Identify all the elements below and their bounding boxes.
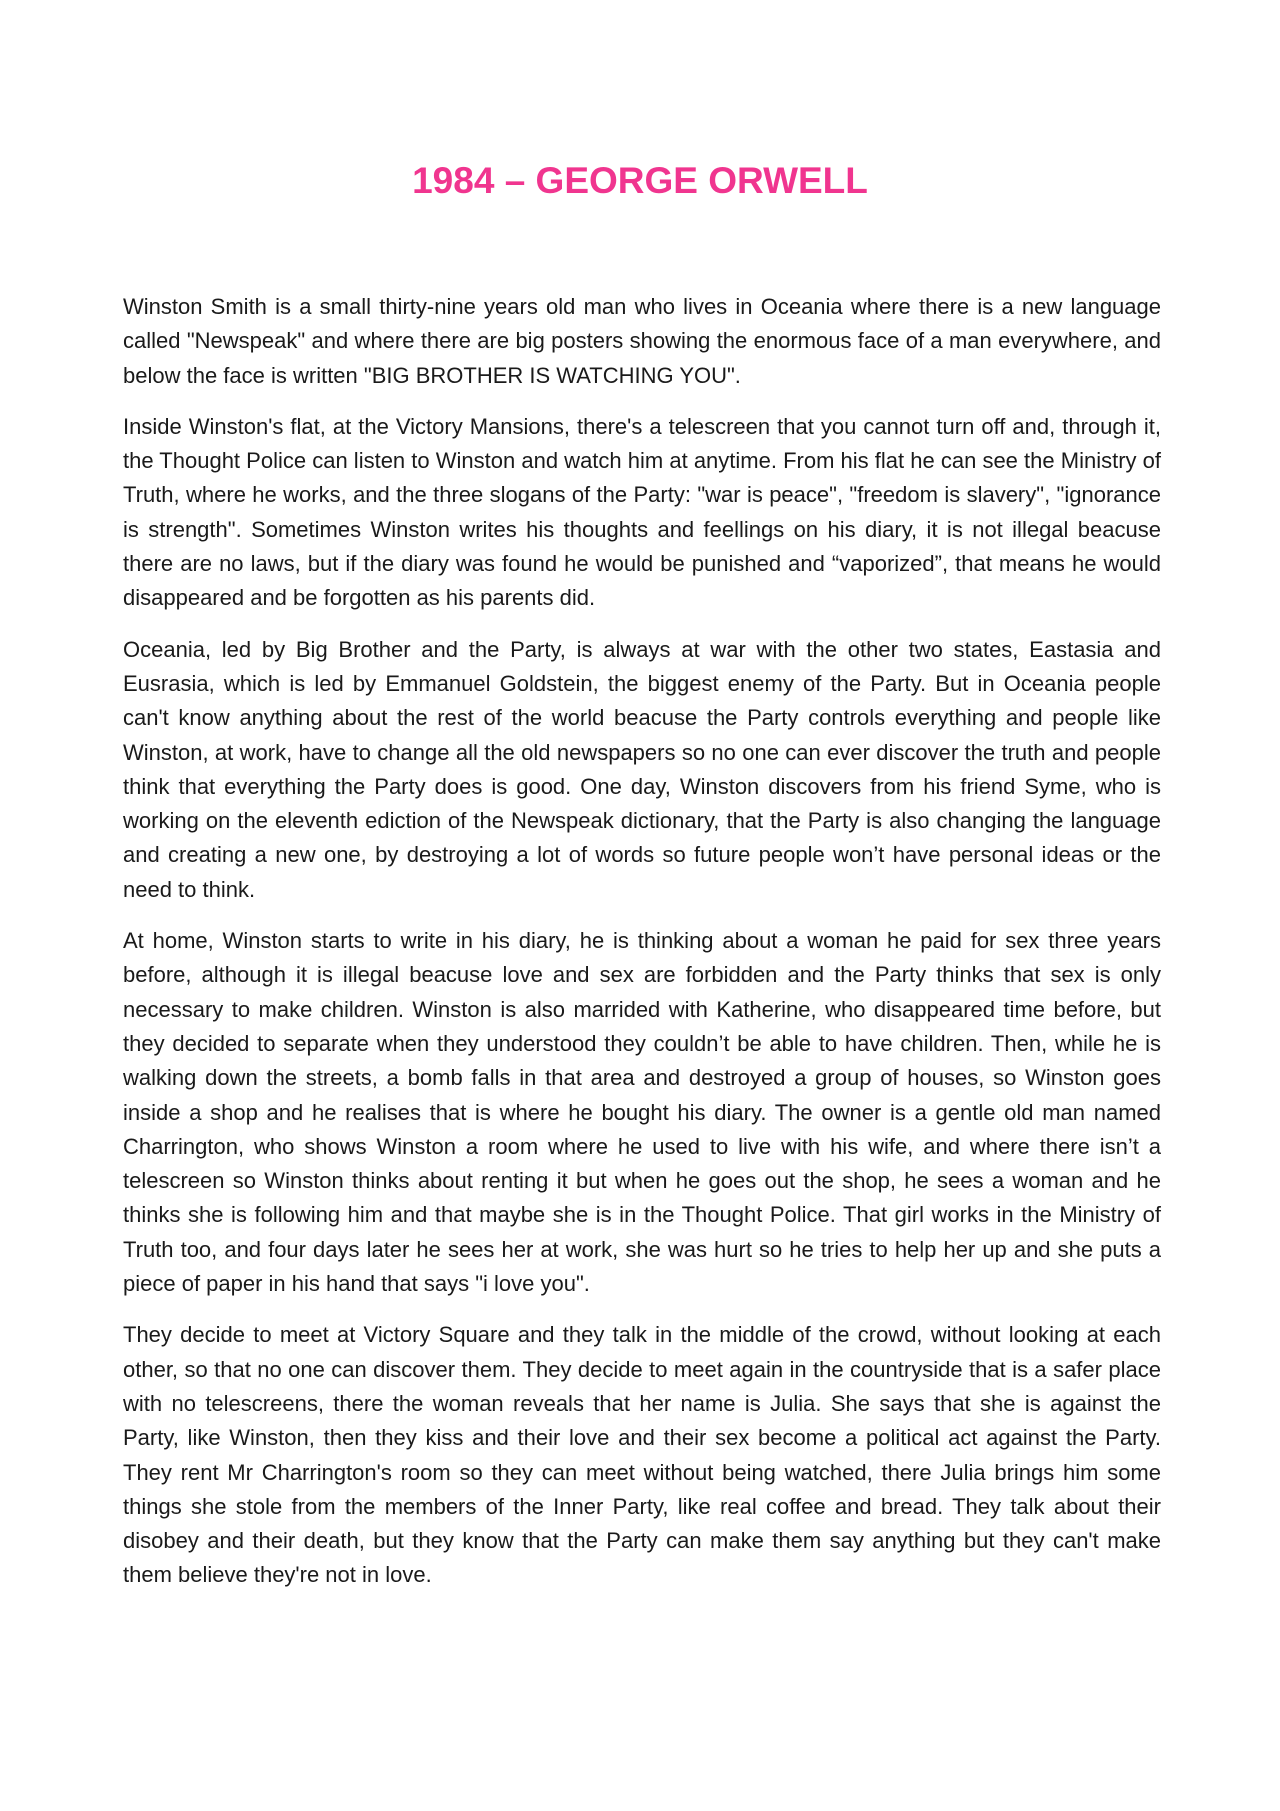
document-title: 1984 – GEORGE ORWELL: [412, 160, 868, 201]
document-body: [123, 290, 1161, 1610]
paragraph-3: Oceania, led by Big Brother and the Party, is always at war with the other two states, Eastasia and Eusrasia, which is led by Emmanuel Goldstein, the biggest enemy of the Party. But in Oceania people can't know anything about the rest of the world beacuse the Party controls everything and people like Winston, at work, have to change all the old newspapers so no one can ever discover the truth and people think that everything the Party does is good. One day, Winston discovers from his friend Syme, who is working on the eleventh ediction of the Newspeak dictionary, that the Party is also changing the language and creating a new one, by destroying a lot of words so future people won’t have personal ideas or the need to think.: [123, 636, 1161, 902]
paragraph-4: At home, Winston starts to write in his diary, he is thinking about a woman he paid for sex three years before, although it is illegal beacuse love and sex are forbidden and the Party thinks that sex is only necessary to make children. Winston is also marrided with Katherine, who disappeared time before, but they decided to separate when they understood they couldn’t be able to have children. Then, while he is walking down the streets, a bomb falls in that area and destroyed a group of houses, so Winston goes inside a shop and he realises that is where he bought his diary. The owner is a gentle old man named Charrington, who shows Winston a room where he used to live with his wife, and where there isn’t a telescreen so Winston thinks about renting it but when he goes out the shop, he sees a woman and he thinks she is following him and that maybe she is in the Thought Police. That girl works in the Ministry of Truth too, and four days later he sees her at work, she was hurt so he tries to help her up and she puts a piece of paper in his hand that says "i love you".: [123, 928, 1161, 1297]
paragraph-2: Inside Winston's flat, at the Victory Mansions, there's a telescreen that you cannot turn off and, through it, the Thought Police can listen to Winston and watch him at anytime. From his flat he can see the Ministry of Truth, where he works, and the three slogans of the Party: "war is peace", "freedom is slavery", "ignorance is strength". Sometimes Winston writes his thoughts and feellings on his diary, it is not illegal beacuse there are no laws, but if the diary was found he would be punished and “vaporized”, that means he would disappeared and be forgotten as his parents did.: [123, 413, 1161, 611]
paragraph-5: They decide to meet at Victory Square and they talk in the middle of the crowd, without looking at each other, so that no one can discover them. They decide to meet again in the countryside that is a safer place with no telescreens, there the woman reveals that her name is Julia. She says that she is against the Party, like Winston, then they kiss and their love and their sex become a political act against the Party. They rent Mr Charrington's room so they can meet without being watched, there Julia brings him some things she stole from the members of the Inner Party, like real coffee and bread. They talk about their disobey and their death, but they know that the Party can make them say anything but they can't make them believe they're not in love.: [123, 1322, 1161, 1588]
paragraph-1: Winston Smith is a small thirty-nine years old man who lives in Oceania where there is a new language called "Newspeak" and where there are big posters showing the enormous face of a man everywhere, and below the face is written "BIG BROTHER IS WATCHING YOU".: [123, 294, 1161, 388]
